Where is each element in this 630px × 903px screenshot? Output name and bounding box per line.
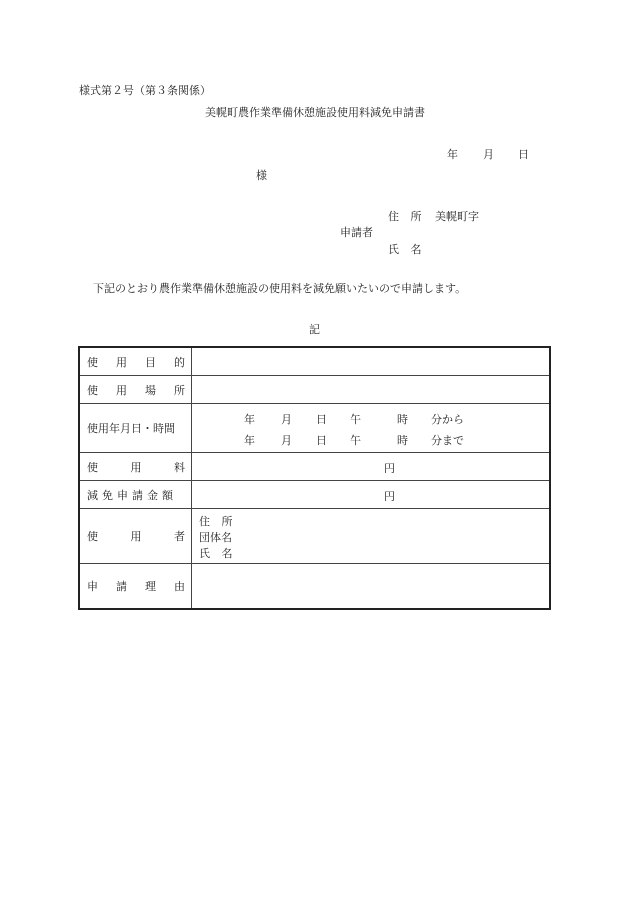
datetime-field[interactable] (192, 404, 549, 452)
from-day: 日 (316, 413, 327, 426)
to-day: 日 (316, 434, 327, 447)
user-field[interactable] (192, 509, 549, 563)
user-name-label: 氏 名 (199, 547, 237, 560)
applicant-address-value: 美幌町字 (435, 210, 479, 223)
from-month: 月 (281, 413, 292, 426)
from-year: 年 (244, 413, 255, 426)
to-year: 年 (244, 434, 255, 447)
table-row-reduction (80, 481, 549, 509)
application-table (78, 346, 551, 610)
applicant-role-label: 申請者 (340, 226, 373, 239)
reason-field[interactable] (192, 564, 549, 608)
from-noon: 午 (350, 413, 361, 426)
to-month: 月 (281, 434, 292, 447)
addressee-suffix: 様 (256, 169, 267, 182)
to-minute: 分まで (431, 434, 464, 447)
user-address-label: 住 所 (199, 515, 237, 528)
user-group-label: 団体名 (199, 531, 232, 544)
table-row-fee (80, 453, 549, 481)
form-number: 様式第２号（第３条関係） (79, 84, 211, 97)
ki-heading: 記 (309, 323, 320, 336)
applicant-name-label: 氏 名 (388, 243, 426, 256)
date-year-label: 年 (447, 148, 458, 161)
fee-label: 使 用 料 (80, 453, 192, 480)
intro-text: 下記のとおり農作業準備休憩施設の使用料を減免願いたいので申請します。 (93, 282, 467, 295)
reduction-field[interactable] (192, 481, 549, 508)
reduction-label: 減免申請金額 (80, 481, 192, 508)
from-hour: 時 (397, 413, 408, 426)
purpose-label: 使 用 目 的 (80, 348, 192, 375)
table-row-user (80, 509, 549, 564)
applicant-address-label: 住 所 (388, 210, 426, 223)
table-row-place (80, 376, 549, 404)
datetime-label: 使用年月日・時間 (80, 404, 192, 452)
table-row-purpose (80, 348, 549, 376)
user-label: 使 用 者 (80, 509, 192, 563)
place-field[interactable] (192, 376, 549, 403)
table-row-datetime (80, 404, 549, 453)
reduction-unit: 円 (384, 490, 395, 503)
place-label: 使 用 場 所 (80, 376, 192, 403)
reason-label: 申 請 理 由 (80, 564, 192, 608)
from-minute: 分から (431, 413, 464, 426)
to-hour: 時 (397, 434, 408, 447)
to-noon: 午 (350, 434, 361, 447)
date-day-label: 日 (518, 148, 529, 161)
date-month-label: 月 (483, 148, 494, 161)
fee-field[interactable] (192, 453, 549, 480)
purpose-field[interactable] (192, 348, 549, 375)
fee-unit: 円 (384, 462, 395, 475)
document-title: 美幌町農作業準備休憩施設使用料減免申請書 (205, 106, 425, 119)
table-row-reason (80, 564, 549, 608)
